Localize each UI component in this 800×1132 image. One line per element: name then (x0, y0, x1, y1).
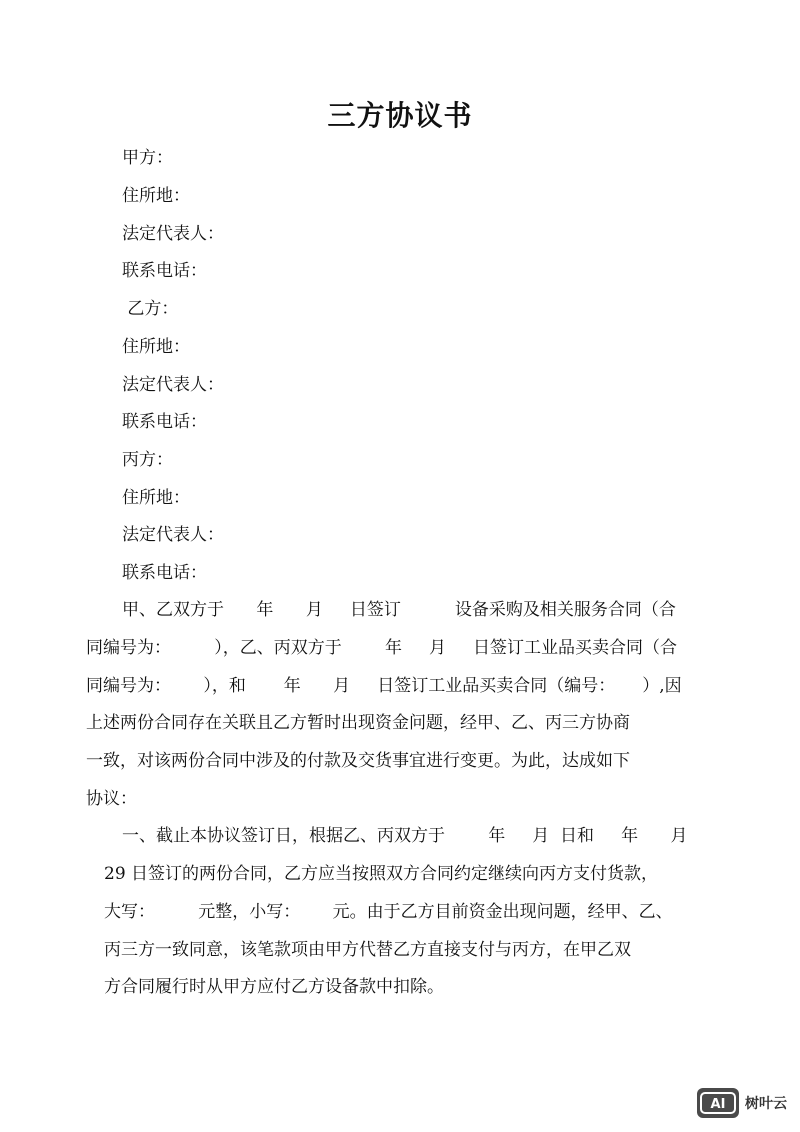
party-a-legal-rep-label: 法定代表人： (122, 224, 224, 244)
intro-line: 上述两份合同存在关联且乙方暂时出现资金问题，经甲、乙、丙三方协商 (86, 713, 630, 733)
party-a-label: 甲方： (122, 148, 173, 168)
intro-line: 甲、乙双方于 年 月 日签订 设备采购及相关服务合同（合 (122, 600, 676, 620)
clause-1-line: 29 日签订的两份合同，乙方应当按照双方合同约定继续向丙方支付货款， (104, 864, 659, 884)
intro-line: 同编号为： ），乙、丙双方于 年 月 日签订工业品买卖合同（合 (86, 638, 677, 658)
party-b-label: 乙方： (122, 299, 179, 319)
clause-1-line: 方合同履行时从甲方应付乙方设备款中扣除。 (104, 977, 444, 997)
watermark (697, 1086, 787, 1120)
document-title: 三方协议书 (327, 99, 473, 132)
clause-1-line: 丙三方一致同意，该笔款项由甲方代替乙方直接支付与丙方，在甲乙双 (104, 940, 631, 960)
ai-logo-text: AI (710, 1097, 726, 1112)
party-c-label: 丙方： (122, 450, 173, 470)
ai-logo-icon (697, 1088, 739, 1118)
clause-1-line: 一、截止本协议签订日，根据乙、丙双方于 年 月 日和 年 月 (122, 826, 688, 846)
intro-line: 同编号为： ），和 年 月 日签订工业品买卖合同（编号： ）,因 (86, 676, 682, 696)
intro-line: 协议： (86, 789, 137, 809)
party-a-address-label: 住所地： (122, 186, 190, 206)
party-c-legal-rep-label: 法定代表人： (122, 525, 224, 545)
party-b-address-label: 住所地： (122, 337, 190, 357)
intro-line: 一致，对该两份合同中涉及的付款及交货事宜进行变更。为此，达成如下 (86, 751, 630, 771)
party-c-address-label: 住所地： (122, 488, 190, 508)
clause-1-line: 大写： 元整，小写： 元。由于乙方目前资金出现问题，经甲、乙、 (104, 902, 673, 922)
party-a-phone-label: 联系电话： (122, 261, 207, 281)
ai-logo-glyph-icon (700, 1091, 736, 1115)
party-b-legal-rep-label: 法定代表人： (122, 375, 224, 395)
watermark-brand: 树叶云 (745, 1096, 787, 1112)
party-b-phone-label: 联系电话： (122, 412, 207, 432)
party-c-phone-label: 联系电话： (122, 563, 207, 583)
